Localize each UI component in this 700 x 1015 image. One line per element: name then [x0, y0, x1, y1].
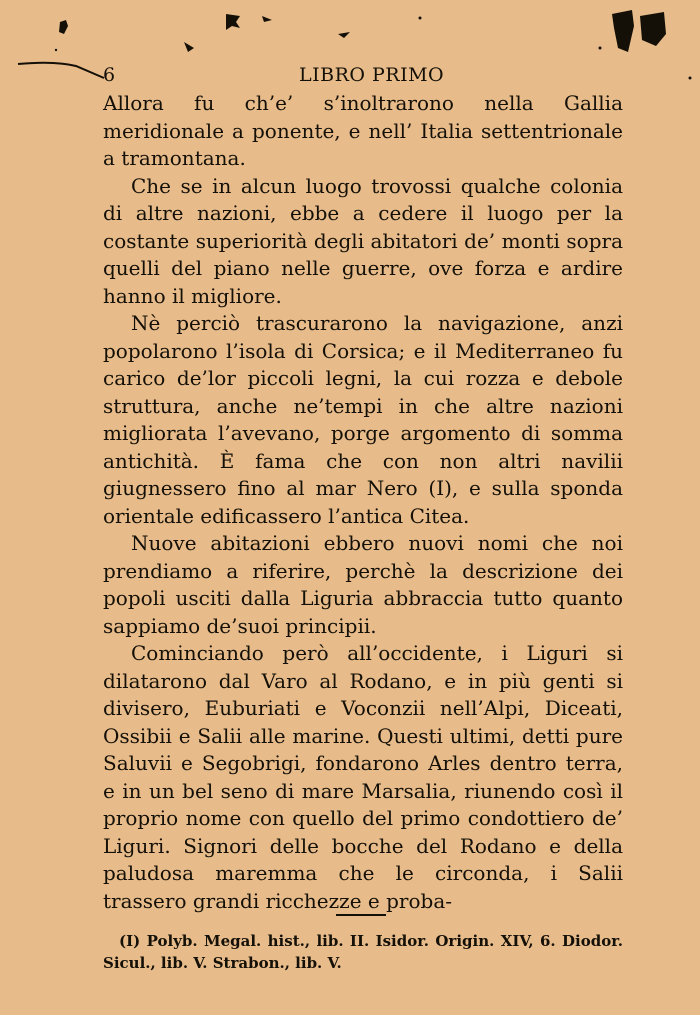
paragraph-2: Che se in alcun luogo trovossi qualche colonia di altre nazioni, ebbe a cedere il luogo per la costante superiorità degli abitatori de’ monti sopra quelli del piano nelle guerre, ove forza e ardire hanno il migliore. — [103, 173, 623, 308]
paragraph-5: Cominciando però all’occidente, i Liguri si dilatarono dal Varo al Rodano, e in più genti si divisero, Euburiati e Voconzii nell’Alpi, Diceati, Ossibii e Salii alle marine. Questi ultimi, detti pure Saluvii e Segobrigi, fondarono Arles dentro terra, e in un bel seno di mare Marsalia, riunendo così il proprio nome con quello del primo condottiero de’ Liguri. Signori delle bocche del Rodano e della paludosa maremma che le circonda, i Salii trassero grandi ricchezze e proba- — [103, 641, 623, 913]
page-number: 6 — [103, 64, 116, 86]
paragraph-3: Nè perciò trascurarono la navigazione, anzi popolarono l’isola di Corsica; e il Mediterraneo fu carico de’lor piccoli legni, la cui rozza e debole struttura, anche ne’tempi in che altre nazioni migliorata l’avevano, porge argomento di somma antichità. È fama che con non altri navilii giugnessero fino al mar Nero (I), e sulla sponda orientale edificassero l’antica Citea. — [103, 311, 623, 528]
running-head: LIBRO PRIMO — [299, 64, 445, 86]
footnote: (I) Polyb. Megal. hist., lib. II. Isidor. Origin. XIV, 6. Diodor. Sicul., lib. V. Strabon., lib. V. — [103, 932, 623, 972]
page-header — [103, 64, 623, 92]
body-text — [103, 90, 623, 915]
paragraph-4: Nuove abitazioni ebbero nuovi nomi che noi prendiamo a riferire, perchè la descrizione dei popoli usciti dalla Liguria abbraccia tutto quanto sappiamo de’suoi principii. — [103, 531, 623, 638]
paragraph-1: Allora fu ch’e’ s’inoltrarono nella Gallia meridionale a ponente, e nell’ Italia settentrionale a tramontana. — [103, 91, 623, 170]
footnote-divider — [336, 914, 386, 916]
